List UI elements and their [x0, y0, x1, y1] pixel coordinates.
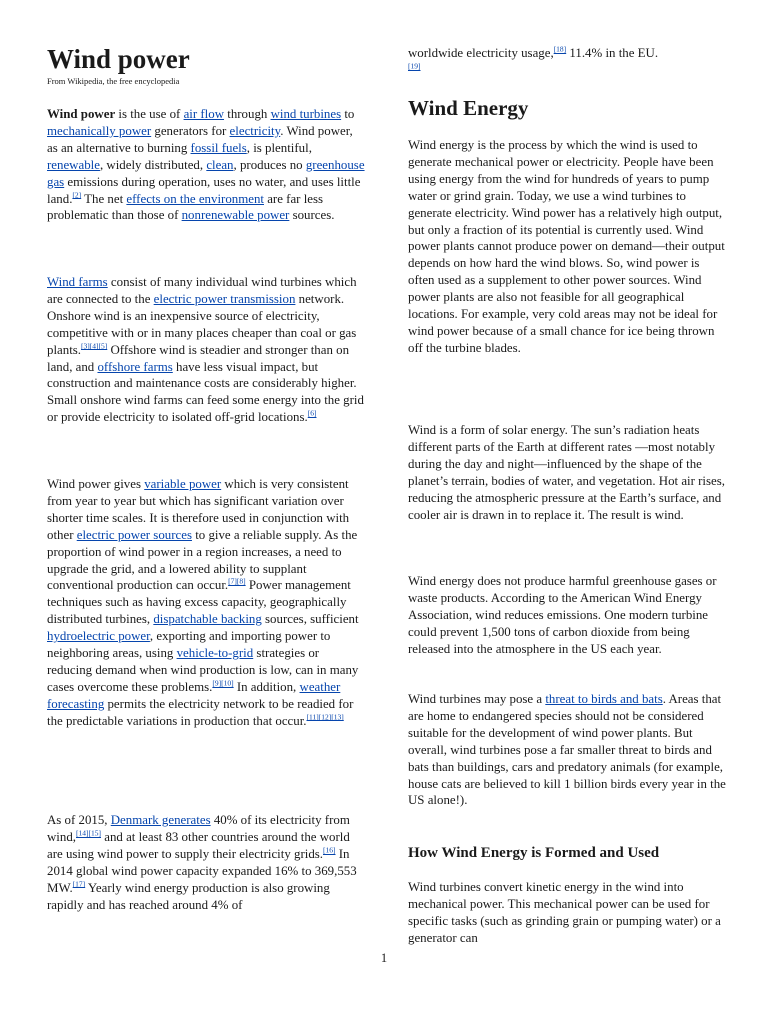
- text-run: . Wind power, as an alternative to burning: [47, 123, 353, 155]
- left-paragraph-2: [47, 274, 365, 426]
- text-run: is the use of: [115, 107, 184, 121]
- text-run: As of 2015,: [47, 813, 111, 827]
- text-run: , produces no: [233, 157, 306, 172]
- link-offshore-farms[interactable]: offshore farms: [97, 359, 173, 374]
- lead-term: Wind power: [47, 107, 116, 121]
- text-run: consist of many individual wind turbines which are connected to the: [47, 275, 357, 306]
- link-air-flow[interactable]: air flow: [183, 107, 225, 121]
- text-run: In addition,: [233, 679, 300, 694]
- link-variable-power[interactable]: variable power: [144, 477, 222, 491]
- text-run: In 2014 global wind power capacity expanded 16% to 369,553 MW.: [47, 846, 357, 895]
- link-effects-on-environment[interactable]: effects on the environment: [126, 191, 264, 206]
- text-run: . Areas that are home to endangered species should not be considered suitable for the development of wind power plants. But overall, wind turbines pose a far smaller threat to birds and bats than buildings, cars and predatory animals (for example, house cats are believed to kill 1 billion birds every year in the US alone!).: [408, 692, 726, 808]
- text-run: Wind power gives: [47, 477, 145, 491]
- text-run: which is very consistent from year to year but which has significant variation over shorter time scales. It is therefore used in conjunction with other: [47, 477, 350, 542]
- link-fossil-fuels[interactable]: fossil fuels: [190, 140, 247, 155]
- citation-link[interactable]: [16]: [323, 845, 336, 855]
- left-paragraph-1: [47, 106, 365, 224]
- link-mechanically-power[interactable]: mechanically power: [47, 123, 152, 138]
- left-paragraph-3: [47, 476, 365, 730]
- link-electric-power-sources[interactable]: electric power sources: [76, 527, 192, 542]
- citation-link[interactable]: [11][12][13]: [306, 712, 344, 722]
- link-denmark-generates[interactable]: Denmark generates: [110, 813, 211, 827]
- text-run: to: [341, 107, 355, 121]
- link-vehicle-to-grid[interactable]: vehicle-to-grid: [176, 646, 254, 661]
- link-greenhouse-gas[interactable]: greenhouse gas: [47, 157, 365, 189]
- text-run: , is plentiful,: [246, 140, 312, 155]
- text-run: , widely distributed,: [99, 157, 207, 172]
- citation-link[interactable]: [17]: [72, 879, 86, 889]
- link-dispatchable-backing[interactable]: dispatchable backing: [153, 612, 262, 627]
- text-run: 40% of its electricity from wind,: [47, 813, 350, 844]
- citation-link[interactable]: [2]: [72, 190, 82, 200]
- link-weather-forecasting[interactable]: weather forecasting: [47, 679, 341, 711]
- citation-link[interactable]: [9][10]: [212, 678, 234, 688]
- text-run: worldwide electricity usage,: [408, 46, 554, 60]
- page-subtitle: From Wikipedia, the free encyclopedia: [47, 76, 180, 86]
- right-paragraph-3: Wind energy does not produce harmful greenhouse gases or waste products. According to the American Wind Energy Association, wind reduces emissions. One modern turbine could prevent 1,500 tons of carbon dioxide from being released into the atmosphere in the US each year.: [408, 574, 717, 656]
- text-run: and at least 83 other countries around the world are using wind power to supply their electricity grids.: [47, 829, 350, 861]
- text-run: emissions during operation, uses no water, and uses little land.: [47, 174, 361, 206]
- citation-link[interactable]: [14][15]: [76, 828, 102, 838]
- text-run: The net: [81, 191, 127, 206]
- text-run: have less visual impact, but construction and maintenance costs are considerably higher. Small onshore wind farms can feed some energy into the grid or provide electricity to isolated off-grid locations.: [47, 359, 364, 425]
- subsection-heading: How Wind Energy is Formed and Used: [408, 845, 660, 861]
- link-renewable[interactable]: renewable: [47, 157, 100, 172]
- text-run: sources, sufficient: [261, 612, 359, 627]
- text-run: 11.4% in the EU.: [566, 46, 659, 60]
- text-run: Wind turbines may pose a: [408, 692, 546, 706]
- text-run: through: [224, 107, 271, 121]
- text-run: Yearly wind energy production is also growing rapidly and has reached around 4% of: [47, 880, 330, 912]
- text-run: are far less problematic than those of: [47, 191, 324, 223]
- text-run: Offshore wind is steadier and stronger than on land, and: [47, 342, 350, 374]
- right-paragraph-4: [408, 691, 726, 809]
- link-wind-turbines[interactable]: wind turbines: [270, 107, 342, 121]
- text-run: Power management techniques such as having excess capacity, geographically distributed turbines,: [47, 578, 351, 627]
- text-run: sources.: [289, 208, 335, 223]
- text-run: generators for: [151, 123, 230, 138]
- link-hydroelectric-power[interactable]: hydroelectric power: [47, 629, 150, 644]
- page-number: 1: [380, 951, 388, 965]
- text-run: permits the electricity network to be readied for the predictable variations in production that occur.: [47, 696, 354, 728]
- citation-link[interactable]: [18]: [553, 44, 567, 54]
- link-wind-farms[interactable]: Wind farms: [47, 275, 108, 289]
- right-paragraph-2: Wind is a form of solar energy. The sun’s radiation heats different parts of the Earth at different rates —most notably during the day and night—influenced by the shape of the planet’s terrain, bodies of water, and vegetation. Hot air rises, reducing the atmospheric pressure at the Earth’s surface, and cooler air is drawn in to replace it. The result is wind.: [408, 423, 725, 522]
- text-run: network. Onshore wind is an inexpensive source of electricity, competitive with or in many places cheaper than coal or gas plants.: [47, 291, 357, 357]
- text-run: strategies or reducing demand when wind production is low, can in many cases overcome these problems.: [47, 646, 359, 694]
- link-threat-to-birds-and-bats[interactable]: threat to birds and bats: [545, 692, 663, 706]
- left-paragraph-4: [47, 812, 365, 913]
- text-run: , exporting and importing power to neighboring areas, using: [47, 629, 331, 661]
- citation-link[interactable]: [19]: [408, 61, 421, 71]
- link-electric-power-transmission[interactable]: electric power transmission: [153, 291, 296, 306]
- section-heading-wind-energy: Wind Energy: [408, 96, 529, 120]
- page-title: Wind power: [47, 44, 190, 74]
- right-continuation: [408, 45, 726, 79]
- right-paragraph-5: Wind turbines convert kinetic energy in the wind into mechanical power. This mechanical power can be used for specific tasks (such as grinding grain or pumping water) or a generator can: [408, 880, 721, 945]
- link-electricity[interactable]: electricity: [229, 123, 281, 138]
- link-clean[interactable]: clean: [206, 157, 234, 172]
- citation-link[interactable]: [3][4][5]: [81, 341, 108, 351]
- link-nonrenewable-power[interactable]: nonrenewable power: [181, 208, 290, 223]
- citation-link[interactable]: [7][8]: [228, 577, 246, 587]
- text-run: to give a reliable supply. As the proportion of wind power in a region increases, a need to upgrade the grid, and a lowered ability to supplant conventional production can occur.: [47, 527, 358, 593]
- right-paragraph-1: Wind energy is the process by which the wind is used to generate mechanical power or electricity. People have been using energy from the wind for hundreds of years to pump water or grind grain. Today, we use a wind turbines to generate electricity. Wind power has a relatively high output, but only a fraction of its potential is currently used. Wind power plants cannot produce power on demand—their output depends on how hard the wind blows. So, wind power is often used as a supplement to other power sources. Wind power plants are also not feasible for all geographical locations. For example, very cold areas may not be ideal for wind power because of a small chance for ice being thrown off the turbine blades.: [408, 138, 725, 355]
- citation-link[interactable]: [6]: [307, 408, 317, 418]
